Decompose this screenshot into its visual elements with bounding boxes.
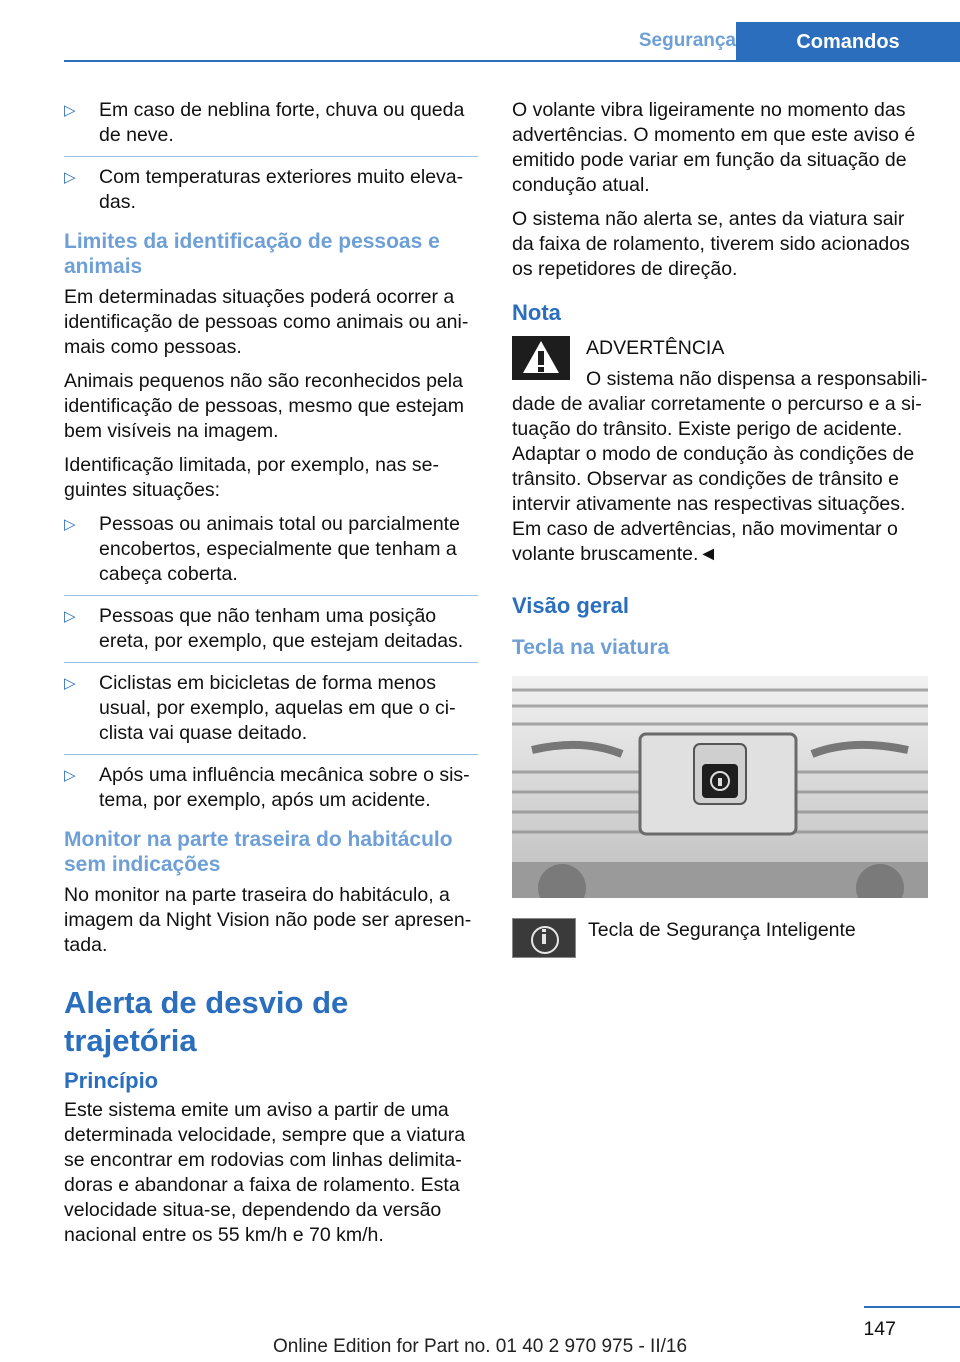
chapter-tab[interactable]: Comandos (736, 22, 960, 62)
triangle-bullet-icon: ▷ (64, 767, 76, 784)
caption: Tecla de Segurança Inteligente (588, 919, 856, 941)
heading-overview: Visão geral (512, 593, 629, 618)
bullet-list-conditions (64, 98, 478, 215)
triangle-bullet-icon: ▷ (64, 516, 76, 533)
heading-note: Nota (512, 300, 561, 325)
footer-rule (864, 1306, 960, 1308)
header-rule (64, 60, 960, 62)
caption-row (512, 918, 928, 958)
warning-text: O sistema não dispensa a responsabili-dade de avaliar corretamente o percurso e a si-tuação do trânsito. Existe perigo de acidente. Adaptar o modo de condução às condições de trânsito. Observar as condições de trânsito e intervir ativamente nas respectivas situações. Em caso de advertências, não movimentar o volante bruscamente.◄ (512, 368, 928, 565)
warning-box (512, 330, 928, 567)
divider (64, 754, 478, 755)
heading-monitor: Monitor na parte traseira do habitáculo sem indicações (64, 828, 453, 876)
paragraph: O sistema não alerta se, antes da viatura sair da faixa de rolamento, tiverem sido acionados os repetidores de direção. (512, 208, 910, 280)
warning-title: ADVERTÊNCIA (586, 337, 725, 359)
paragraph: O volante vibra ligeiramente no momento das advertências. O momento em que este aviso é emitido pode variar em função da situação de condução atual. (512, 99, 916, 196)
heading-limits: Limites da identificação de pessoas e animais (64, 230, 440, 278)
list-item: ▷ Em caso de neblina forte, chuva ou queda de neve. (64, 99, 465, 146)
bullet-list-situations (64, 512, 478, 813)
triangle-bullet-icon: ▷ (64, 675, 76, 692)
divider (64, 595, 478, 596)
heading-button: Tecla na viatura (512, 636, 670, 659)
list-item: ▷ Ciclistas em bicicletas de forma menos usual, por exemplo, aquelas em que o ci-clista vai quase deitado. (64, 672, 456, 744)
paragraph: Este sistema emite um aviso a partir de uma determinada velocidade, sempre que a viatura se encontrar em rodovias com linhas delimita-doras e abandonar a faixa de rolamento. Esta velocidade situa-se, dependendo da versão nacional entre os 55 km/h e 70 km/h. (64, 1099, 466, 1246)
triangle-bullet-icon: ▷ (64, 608, 76, 625)
safety-button-icon (512, 918, 576, 958)
right-column (512, 98, 928, 958)
page-header (64, 22, 960, 62)
edition-footer: Online Edition for Part no. 01 40 2 970 975 - II/16 (272, 1336, 688, 1357)
list-item: ▷ Após uma influência mecânica sobre o sis-tema, por exemplo, após um acidente. (64, 764, 470, 811)
heading-principle: Princípio (64, 1068, 159, 1093)
list-item: ▷ Com temperaturas exteriores muito eleva-das. (64, 166, 464, 213)
page-number: 147 (863, 1318, 896, 1340)
list-item: ▷ Pessoas que não tenham uma posição ereta, por exemplo, que estejam deitadas. (64, 605, 464, 652)
warning-icon (512, 336, 570, 380)
paragraph: No monitor na parte traseira do habitáculo, a imagem da Night Vision não pode ser apresen-tada. (64, 884, 472, 956)
left-column (64, 98, 478, 1257)
triangle-bullet-icon: ▷ (64, 169, 76, 186)
dashboard-button-photo (512, 676, 928, 898)
divider (64, 662, 478, 663)
dashboard-photo-image (512, 676, 928, 898)
section-title: Alerta de desvio de trajetória (64, 985, 349, 1058)
divider (64, 156, 478, 157)
paragraph: Animais pequenos não são reconhecidos pela identificação de pessoas, mesmo que estejam bem visíveis na imagem. (64, 370, 464, 442)
paragraph: Em determinadas situações poderá ocorrer a identificação de pessoas como animais ou ani-mais como pessoas. (64, 286, 469, 358)
list-item: ▷ Pessoas ou animais total ou parcialmente encobertos, especialmente que tenham a cabeça coberta. (64, 513, 460, 585)
breadcrumb[interactable]: Segurança (638, 30, 736, 51)
paragraph: Identificação limitada, por exemplo, nas se-guintes situações: (64, 454, 440, 501)
triangle-bullet-icon: ▷ (64, 102, 76, 119)
